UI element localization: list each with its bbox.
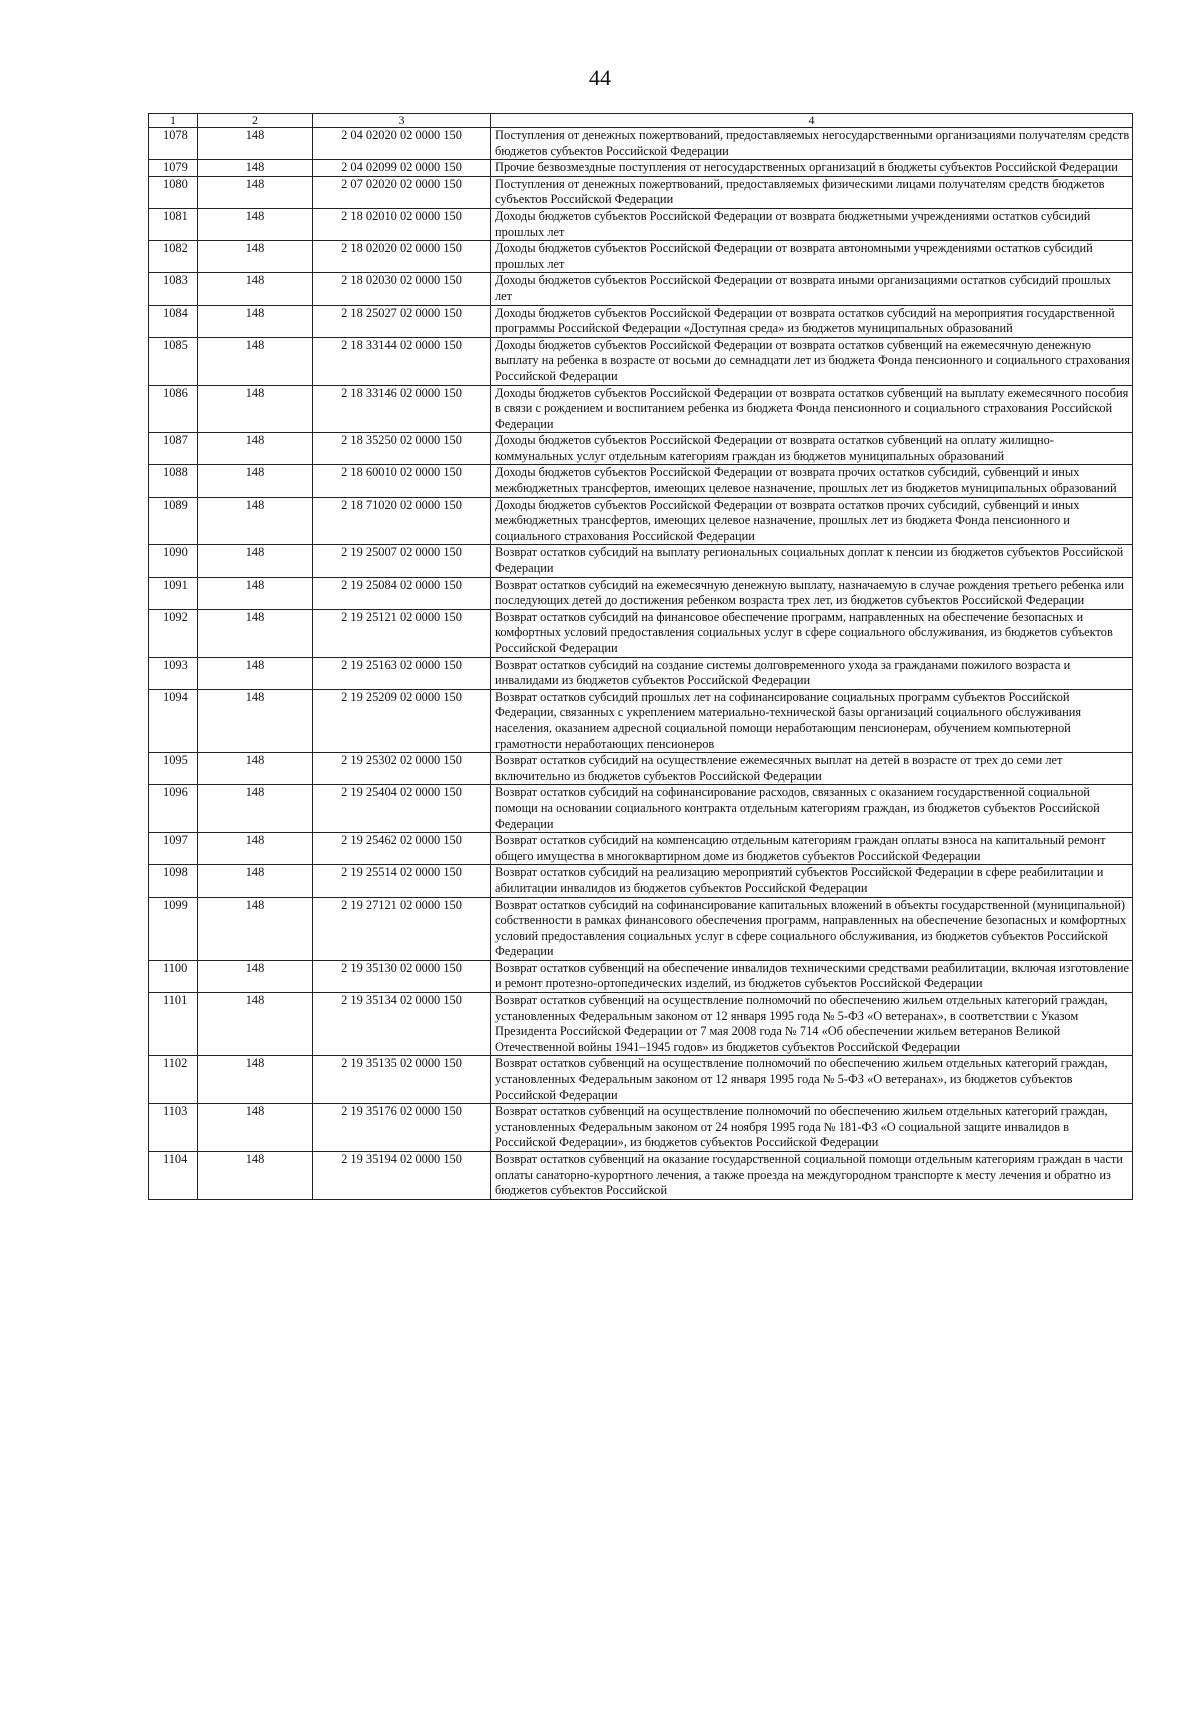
table-row: [149, 128, 1133, 160]
admin-code: 148: [198, 433, 313, 465]
table-row: [149, 433, 1133, 465]
admin-code: 148: [198, 176, 313, 208]
admin-code: 148: [198, 1056, 313, 1104]
table-row: [149, 1152, 1133, 1200]
revenue-description: Возврат остатков субсидий на осуществление ежемесячных выплат на детей в возрасте от трех до семи лет включительно из бюджетов субъектов Российской Федерации: [491, 753, 1133, 785]
admin-code: 148: [198, 273, 313, 305]
revenue-description: Возврат остатков субсидий на создание системы долговременного ухода за гражданами пожилого возраста и инвалидами из бюджетов субъектов Российской Федерации: [491, 657, 1133, 689]
revenue-description: Доходы бюджетов субъектов Российской Федерации от возврата остатков субвенций на выплату ежемесячного пособия в связи с рождением и воспитанием ребенка из бюджета Фонда пенсионного и социального страхования Российской Федерации: [491, 385, 1133, 433]
row-number: 1090: [149, 545, 198, 577]
row-number: 1099: [149, 897, 198, 960]
table-row: [149, 865, 1133, 897]
table-row: [149, 993, 1133, 1056]
budget-classification-code: 2 19 25209 02 0000 150: [313, 689, 491, 752]
budget-classification-code: 2 18 25027 02 0000 150: [313, 305, 491, 337]
budget-classification-code: 2 18 60010 02 0000 150: [313, 465, 491, 497]
admin-code: 148: [198, 609, 313, 657]
table-row: [149, 960, 1133, 992]
row-number: 1096: [149, 785, 198, 833]
row-number: 1087: [149, 433, 198, 465]
row-number: 1086: [149, 385, 198, 433]
revenue-description: Возврат остатков субсидий на софинансирование капитальных вложений в объекты государственной (муниципальной) собственности в рамках финансового обеспечения программ, направленных на обеспечение безопасных и комфортных условий предоставления социальных услуг в сфере социального обслуживания, из бюджетов субъектов Российской Федерации: [491, 897, 1133, 960]
admin-code: 148: [198, 865, 313, 897]
column-header-4: 4: [491, 114, 1133, 128]
row-number: 1089: [149, 497, 198, 545]
row-number: 1081: [149, 208, 198, 240]
table-row: [149, 577, 1133, 609]
column-header-3: 3: [313, 114, 491, 128]
table-row: [149, 1056, 1133, 1104]
table-row: [149, 208, 1133, 240]
revenue-description: Возврат остатков субвенций на оказание государственной социальной помощи отдельным категориям граждан в части оплаты санаторно-курортного лечения, а также проезда на междугородном транспорте к месту лечения и обратно из бюджетов субъектов Российской: [491, 1152, 1133, 1200]
revenue-description: Доходы бюджетов субъектов Российской Федерации от возврата остатков субвенций на оплату жилищно-коммунальных услуг отдельным категориям граждан из бюджетов муниципальных образований: [491, 433, 1133, 465]
budget-classification-code: 2 18 02010 02 0000 150: [313, 208, 491, 240]
revenue-description: Возврат остатков субсидий прошлых лет на софинансирование социальных программ субъектов Российской Федерации, связанных с укреплением материально-технической базы организаций социального обслуживания населения, оказанием адресной социальной помощи неработающим пенсионерам, обучением компьютерной грамотности неработающих пенсионеров: [491, 689, 1133, 752]
column-header-2: 2: [198, 114, 313, 128]
row-number: 1103: [149, 1104, 198, 1152]
admin-code: 148: [198, 993, 313, 1056]
admin-code: 148: [198, 465, 313, 497]
revenue-description: Доходы бюджетов субъектов Российской Федерации от возврата автономными учреждениями остатков субсидий прошлых лет: [491, 241, 1133, 273]
admin-code: 148: [198, 241, 313, 273]
table-row: [149, 545, 1133, 577]
budget-classification-code: 2 04 02020 02 0000 150: [313, 128, 491, 160]
table-header-row: [149, 114, 1133, 128]
budget-classification-code: 2 19 25121 02 0000 150: [313, 609, 491, 657]
admin-code: 148: [198, 657, 313, 689]
admin-code: 148: [198, 545, 313, 577]
budget-classification-code: 2 19 25302 02 0000 150: [313, 753, 491, 785]
row-number: 1092: [149, 609, 198, 657]
admin-code: 148: [198, 689, 313, 752]
budget-classification-code: 2 18 35250 02 0000 150: [313, 433, 491, 465]
budget-classification-code: 2 18 02030 02 0000 150: [313, 273, 491, 305]
row-number: 1084: [149, 305, 198, 337]
table-row: [149, 273, 1133, 305]
admin-code: 148: [198, 833, 313, 865]
budget-classification-code: 2 19 25007 02 0000 150: [313, 545, 491, 577]
table-row: [149, 465, 1133, 497]
admin-code: 148: [198, 960, 313, 992]
row-number: 1104: [149, 1152, 198, 1200]
budget-classification-code: 2 19 25163 02 0000 150: [313, 657, 491, 689]
row-number: 1083: [149, 273, 198, 305]
row-number: 1085: [149, 337, 198, 385]
row-number: 1082: [149, 241, 198, 273]
row-number: 1078: [149, 128, 198, 160]
page-number: 44: [589, 65, 611, 90]
budget-classification-code: 2 19 25084 02 0000 150: [313, 577, 491, 609]
budget-classification-code: 2 19 35130 02 0000 150: [313, 960, 491, 992]
row-number: 1101: [149, 993, 198, 1056]
revenue-description: Возврат остатков субсидий на финансовое обеспечение программ, направленных на обеспечение безопасных и комфортных условий предоставления социальных услуг в сфере социального обслуживания, из бюджетов субъектов Российской Федерации: [491, 609, 1133, 657]
table-row: [149, 497, 1133, 545]
revenue-description: Доходы бюджетов субъектов Российской Федерации от возврата прочих остатков субсидий, субвенций и иных межбюджетных трансфертов, имеющих целевое назначение, прошлых лет из бюджетов муниципальных образований: [491, 465, 1133, 497]
row-number: 1094: [149, 689, 198, 752]
admin-code: 148: [198, 208, 313, 240]
row-number: 1097: [149, 833, 198, 865]
revenue-description: Поступления от денежных пожертвований, предоставляемых физическими лицами получателям средств бюджетов субъектов Российской Федерации: [491, 176, 1133, 208]
admin-code: 148: [198, 577, 313, 609]
table-row: [149, 897, 1133, 960]
admin-code: 148: [198, 337, 313, 385]
table-row: [149, 689, 1133, 752]
admin-code: 148: [198, 753, 313, 785]
revenue-description: Возврат остатков субсидий на ежемесячную денежную выплату, назначаемую в случае рождения третьего ребенка или последующих детей до достижения ребенком возраста трех лет, из бюджетов субъектов Российской Федерации: [491, 577, 1133, 609]
table-row: [149, 753, 1133, 785]
revenue-description: Доходы бюджетов субъектов Российской Федерации от возврата иными организациями остатков субсидий прошлых лет: [491, 273, 1133, 305]
budget-classification-code: 2 18 71020 02 0000 150: [313, 497, 491, 545]
admin-code: 148: [198, 385, 313, 433]
budget-classification-code: 2 18 33144 02 0000 150: [313, 337, 491, 385]
row-number: 1088: [149, 465, 198, 497]
admin-code: 148: [198, 497, 313, 545]
column-header-1: 1: [149, 114, 198, 128]
table-row: [149, 785, 1133, 833]
row-number: 1100: [149, 960, 198, 992]
budget-classification-code: 2 19 35194 02 0000 150: [313, 1152, 491, 1200]
revenue-description: Возврат остатков субвенций на осуществление полномочий по обеспечению жильем отдельных категорий граждан, установленных Федеральным законом от 12 января 1995 года № 5-ФЗ «О ветеранах», в соответствии с Указом Президента Российской Федерации от 7 мая 2008 года № 714 «Об обеспечении жильем ветеранов Великой Отечественной войны 1941–1945 годов» из бюджетов субъектов Российской Федерации: [491, 993, 1133, 1056]
revenue-description: Возврат остатков субсидий на компенсацию отдельным категориям граждан оплаты взноса на капитальный ремонт общего имущества в многоквартирном доме из бюджетов субъектов Российской Федерации: [491, 833, 1133, 865]
revenue-description: Возврат остатков субвенций на обеспечение инвалидов техническими средствами реабилитации, включая изготовление и ремонт протезно-ортопедических изделий, из бюджетов субъектов Российской Федерации: [491, 960, 1133, 992]
row-number: 1098: [149, 865, 198, 897]
table-row: [149, 160, 1133, 177]
row-number: 1079: [149, 160, 198, 177]
revenue-description: Доходы бюджетов субъектов Российской Федерации от возврата бюджетными учреждениями остатков субсидий прошлых лет: [491, 208, 1133, 240]
budget-classification-code: 2 19 27121 02 0000 150: [313, 897, 491, 960]
revenue-description: Возврат остатков субвенций на осуществление полномочий по обеспечению жильем отдельных категорий граждан, установленных Федеральным законом от 24 ноября 1995 года № 181-ФЗ «О социальной защите инвалидов в Российской Федерации», из бюджетов субъектов Российской Федерации: [491, 1104, 1133, 1152]
budget-codes-table: [148, 113, 1133, 1200]
revenue-description: Возврат остатков субсидий на софинансирование расходов, связанных с оказанием государственной социальной помощи на основании социального контракта отдельным категориям граждан, из бюджетов субъектов Российской Федерации: [491, 785, 1133, 833]
table-row: [149, 241, 1133, 273]
admin-code: 148: [198, 1104, 313, 1152]
row-number: 1080: [149, 176, 198, 208]
admin-code: 148: [198, 128, 313, 160]
budget-classification-code: 2 19 25462 02 0000 150: [313, 833, 491, 865]
admin-code: 148: [198, 897, 313, 960]
table-row: [149, 833, 1133, 865]
revenue-description: Доходы бюджетов субъектов Российской Федерации от возврата остатков субсидий на мероприятия государственной программы Российской Федерации «Доступная среда» из бюджетов муниципальных образований: [491, 305, 1133, 337]
budget-classification-code: 2 18 33146 02 0000 150: [313, 385, 491, 433]
admin-code: 148: [198, 160, 313, 177]
budget-classification-code: 2 19 35134 02 0000 150: [313, 993, 491, 1056]
table-row: [149, 609, 1133, 657]
budget-classification-code: 2 04 02099 02 0000 150: [313, 160, 491, 177]
row-number: 1091: [149, 577, 198, 609]
table-row: [149, 176, 1133, 208]
table-row: [149, 385, 1133, 433]
admin-code: 148: [198, 305, 313, 337]
revenue-description: Доходы бюджетов субъектов Российской Федерации от возврата остатков субвенций на ежемесячную денежную выплату на ребенка в возрасте от восьми до семнадцати лет из бюджета Фонда пенсионного и социального страхования Российской Федерации: [491, 337, 1133, 385]
budget-classification-code: 2 19 25514 02 0000 150: [313, 865, 491, 897]
row-number: 1102: [149, 1056, 198, 1104]
admin-code: 148: [198, 1152, 313, 1200]
table-body: [149, 128, 1133, 1200]
revenue-description: Возврат остатков субсидий на выплату региональных социальных доплат к пенсии из бюджетов субъектов Российской Федерации: [491, 545, 1133, 577]
budget-classification-code: 2 07 02020 02 0000 150: [313, 176, 491, 208]
budget-classification-code: 2 19 25404 02 0000 150: [313, 785, 491, 833]
row-number: 1093: [149, 657, 198, 689]
admin-code: 148: [198, 785, 313, 833]
revenue-description: Возврат остатков субвенций на осуществление полномочий по обеспечению жильем отдельных категорий граждан, установленных Федеральным законом от 12 января 1995 года № 5-ФЗ «О ветеранах», из бюджетов субъектов Российской Федерации: [491, 1056, 1133, 1104]
revenue-description: Поступления от денежных пожертвований, предоставляемых негосударственными организациями получателям средств бюджетов субъектов Российской Федерации: [491, 128, 1133, 160]
table-row: [149, 1104, 1133, 1152]
budget-classification-code: 2 18 02020 02 0000 150: [313, 241, 491, 273]
revenue-description: Прочие безвозмездные поступления от негосударственных организаций в бюджеты субъектов Российской Федерации: [491, 160, 1133, 177]
revenue-description: Возврат остатков субсидий на реализацию мероприятий субъектов Российской Федерации в сфере реабилитации и абилитации инвалидов из бюджетов субъектов Российской Федерации: [491, 865, 1133, 897]
table-row: [149, 657, 1133, 689]
revenue-description: Доходы бюджетов субъектов Российской Федерации от возврата остатков прочих субсидий, субвенций и иных межбюджетных трансфертов, имеющих целевое назначение, прошлых лет из бюджета Фонда пенсионного и социального страхования Российской Федерации: [491, 497, 1133, 545]
budget-classification-code: 2 19 35135 02 0000 150: [313, 1056, 491, 1104]
table-row: [149, 305, 1133, 337]
budget-classification-code: 2 19 35176 02 0000 150: [313, 1104, 491, 1152]
table-row: [149, 337, 1133, 385]
row-number: 1095: [149, 753, 198, 785]
